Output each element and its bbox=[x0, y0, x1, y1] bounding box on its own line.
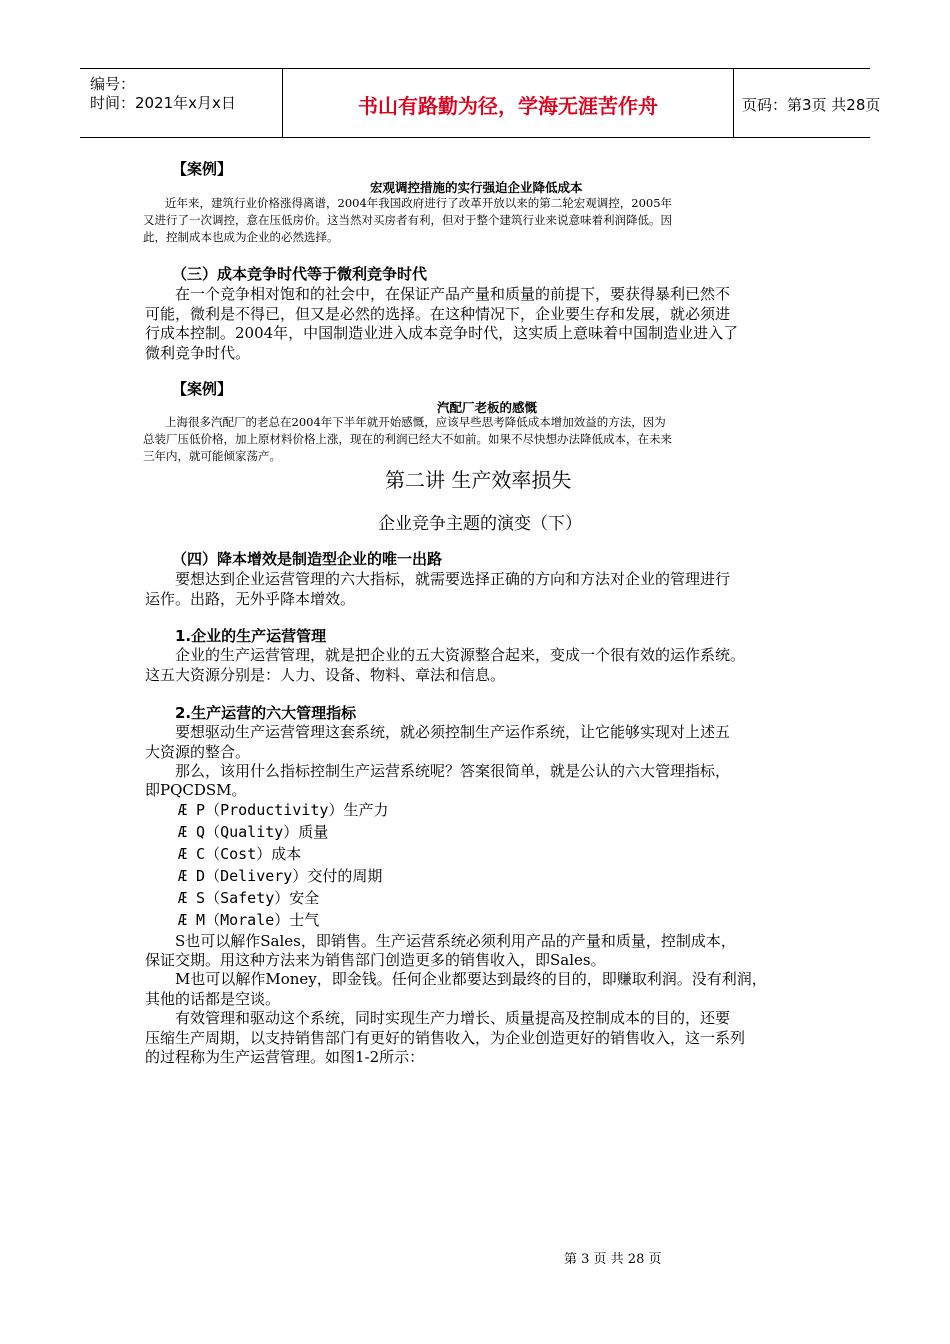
case-label: 【案例】 bbox=[172, 380, 233, 398]
subsection-heading: 1.企业的生产运营管理 bbox=[175, 627, 327, 645]
case-title: 宏观调控措施的实行强迫企业降低成本 bbox=[370, 180, 583, 195]
body-line: 要想驱动生产运营管理这套系统，就必须控制生产运作系统，让它能够实现对上述五 bbox=[175, 723, 731, 741]
lecture-subtitle: 企业竞争主题的演变（下） bbox=[378, 514, 582, 534]
case-title: 汽配厂老板的感慨 bbox=[437, 400, 538, 415]
header-motto-cell bbox=[282, 69, 734, 137]
body-line: M也可以解作Money，即金钱。任何企业都要达到最终的目的，即赚取利润。没有利润， bbox=[175, 970, 767, 988]
body-line: 这五大资源分别是：人力、设备、物料、章法和信息。 bbox=[145, 666, 506, 684]
body-line: 企业的生产运营管理，就是把企业的五大资源整合起来，变成一个很有效的运作系统。 bbox=[175, 646, 746, 664]
section-heading: （三）成本竞争时代等于微利竞争时代 bbox=[172, 265, 428, 283]
body-line: 有效管理和驱动这个系统，同时实现生产力增长、质量提高及控制成本的目的，还要 bbox=[175, 1009, 731, 1027]
header-page-cell bbox=[734, 69, 881, 137]
body-line: 微利竞争时代。 bbox=[145, 344, 251, 362]
body-line: 行成本控制。2004年，中国制造业进入成本竞争时代，这实质上意味着中国制造业进入了 bbox=[145, 324, 739, 342]
body-line: 其他的话都是空谈。 bbox=[145, 990, 281, 1008]
body-line: 运作。出路，无外乎降本增效。 bbox=[145, 590, 356, 608]
case-text-line: 近年来，建筑行业价格涨得离谱，2004年我国政府进行了改革开放以来的第二轮宏观调控，2005年 bbox=[165, 196, 673, 210]
case-text-line: 三年内，就可能倾家荡产。 bbox=[143, 449, 281, 463]
case-label: 【案例】 bbox=[172, 160, 233, 178]
indicator-list-item: Æ M（Morale）士气 bbox=[178, 911, 320, 929]
motto-text: 书山有路勤为径，学海无涯苦作舟 bbox=[358, 94, 658, 118]
case-text-line: 总装厂压低价格，加上原材料价格上涨，现在的利润已经大不如前。如果不尽快想办法降低成本，在未来 bbox=[143, 432, 672, 446]
body-line: 那么，该用什么指标控制生产运营系统呢？答案很简单，就是公认的六大管理指标， bbox=[175, 762, 731, 780]
page-footer: 第 3 页 共 28 页 bbox=[564, 1252, 662, 1267]
subsection-heading: 2.生产运营的六大管理指标 bbox=[175, 704, 357, 722]
body-line: 即PQCDSM。 bbox=[145, 781, 247, 799]
body-line: S也可以解作Sales，即销售。生产运营系统必须利用产品的产量和质量，控制成本， bbox=[175, 932, 736, 950]
indicator-list-item: Æ Q（Quality）质量 bbox=[178, 823, 329, 841]
section-heading: （四）降本增效是制造型企业的唯一出路 bbox=[172, 550, 443, 568]
case-text-line: 上海很多汽配厂的老总在2004年下半年就开始感慨，应该早些思考降低成本增加效益的方法，因为 bbox=[165, 415, 666, 429]
indicator-list-item: Æ D（Delivery）交付的周期 bbox=[178, 867, 383, 885]
indicator-list-item: Æ P（Productivity）生产力 bbox=[178, 801, 389, 819]
doc-number-label: 编号： bbox=[90, 75, 136, 93]
indicator-list-item: Æ S（Safety）安全 bbox=[178, 889, 320, 907]
body-line: 要想达到企业运营管理的六大指标，就需要选择正确的方向和方法对企业的管理进行 bbox=[175, 570, 731, 588]
body-line: 保证交期。用这种方法来为销售部门创造更多的销售收入，即Sales。 bbox=[145, 951, 606, 969]
indicator-list-item: Æ C（Cost）成本 bbox=[178, 845, 302, 863]
lecture-title: 第二讲 生产效率损失 bbox=[385, 468, 572, 492]
case-text-line: 此，控制成本也成为企业的必然选择。 bbox=[143, 230, 339, 244]
page-indicator: 页码：第3页 共28页 bbox=[742, 96, 881, 114]
page-header bbox=[80, 68, 881, 138]
body-line: 可能，微利是不得已，但又是必然的选择。在这种情况下，企业要生存和发展，就必须进 bbox=[145, 305, 731, 323]
body-line: 压缩生产周期，以支持销售部门有更好的销售收入，为企业创造更好的销售收入，这一系列 bbox=[145, 1029, 746, 1047]
body-line: 的过程称为生产运营管理。如图1-2所示： bbox=[145, 1048, 425, 1066]
header-meta-cell bbox=[80, 69, 282, 137]
body-line: 大资源的整合。 bbox=[145, 743, 251, 761]
body-line: 在一个竞争相对饱和的社会中，在保证产品产量和质量的前提下，要获得暴利已然不 bbox=[175, 285, 731, 303]
doc-time-label: 时间：2021年x月x日 bbox=[90, 94, 236, 112]
case-text-line: 又进行了一次调控，意在压低房价。这当然对买房者有利，但对于整个建筑行业来说意味着利润降低。因 bbox=[143, 213, 672, 227]
